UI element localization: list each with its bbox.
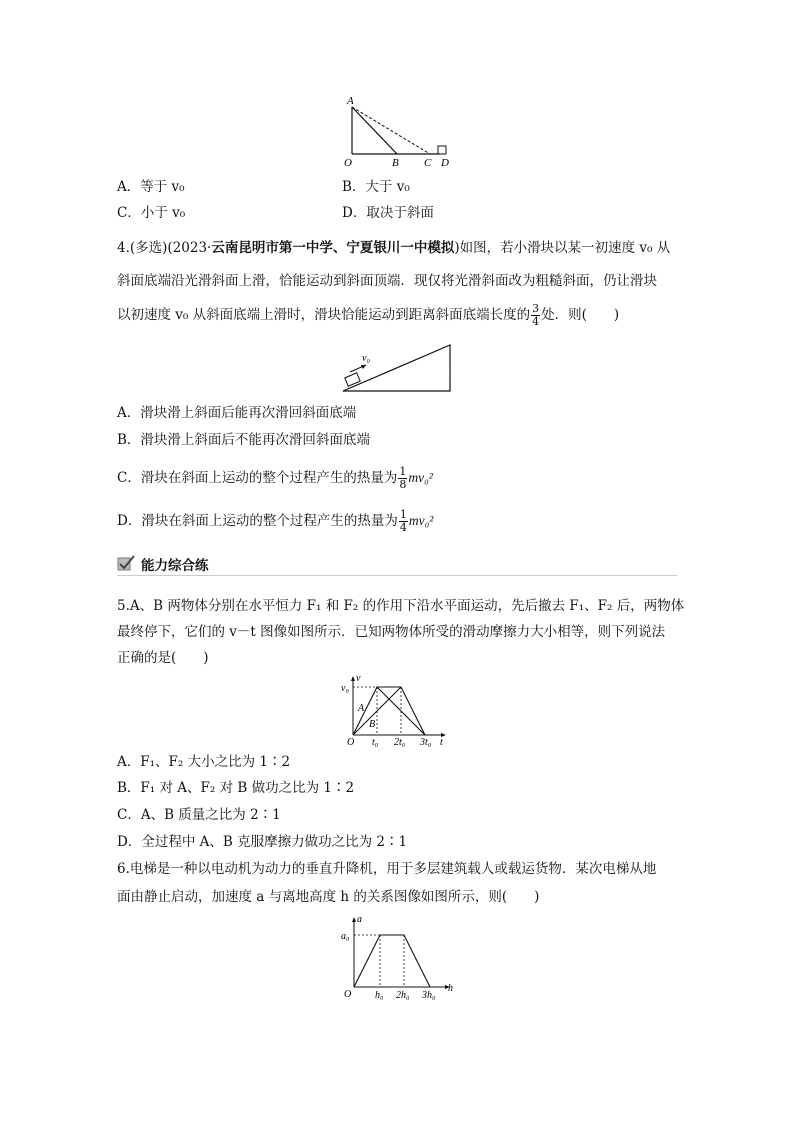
frac-denominator: 4 xyxy=(532,315,540,328)
axis-label-h: h xyxy=(448,983,453,994)
q4-option-a: A．滑块滑上斜面后能再次滑回斜面底端 xyxy=(117,405,357,421)
q4-stem-line1 xyxy=(117,238,670,258)
q3-option-d: D．取决于斜面 xyxy=(342,205,434,221)
q6-stem-line2: 面由静止启动，加速度 a 与离地高度 h 的关系图像如图所示，则( ) xyxy=(117,889,540,905)
tick-t0: t₀ xyxy=(372,737,379,748)
tick-2t0: 2t₀ xyxy=(394,737,406,748)
series-label-A: A xyxy=(358,703,365,714)
q4-option-c xyxy=(117,466,433,491)
q4-line3-suffix: 处．则( ) xyxy=(541,307,620,323)
q4-stem-line2: 斜面底端沿光滑斜面上滑，恰能运动到斜面顶端．现仅将光滑斜面改为粗糙斜面，仍让滑块 xyxy=(117,273,657,289)
q4-suffix: )如图，若小滑块以某一初速度 v₀ 从 xyxy=(454,240,671,256)
fraction-1-8 xyxy=(398,466,407,491)
tick-2h0: 2h₀ xyxy=(396,990,410,1001)
tick-h0: h₀ xyxy=(375,990,384,1001)
tick-3t0: 3t₀ xyxy=(420,737,432,748)
tick-a0: a₀ xyxy=(341,931,350,942)
q5-stem-line1: 5.A、B 两物体分别在水平恒力 F₁ 和 F₂ 的作用下沿水平面运动，先后撤去 F₁、F₂ 后，两物体 xyxy=(117,598,685,614)
label-B: B xyxy=(392,157,399,169)
q6-stem-line1: 6.电梯是一种以电动机为动力的垂直升降机，用于多层建筑载人或载运货物．某次电梯从地 xyxy=(117,861,657,877)
q4-option-d xyxy=(117,509,433,534)
frac-numerator: 1 xyxy=(399,508,407,521)
label-A: A xyxy=(347,95,354,107)
axis-label-a: a xyxy=(357,914,362,925)
fraction-3-4 xyxy=(531,303,540,328)
q4-d-suffix: mv₀² xyxy=(408,513,434,528)
incline-block-figure xyxy=(338,340,458,395)
v-t-graph xyxy=(338,673,450,748)
q3-option-a: A．等于 v₀ xyxy=(117,179,185,195)
q4-d-prefix: D．滑块在斜面上运动的整个过程产生的热量为 xyxy=(117,513,398,529)
q4-prefix: 4.(多选)(2023· xyxy=(117,240,212,256)
q5-option-a: A．F₁、F₂ 大小之比为 1∶2 xyxy=(117,754,291,770)
label-v0: v₀ xyxy=(362,353,370,364)
origin-O: O xyxy=(344,989,352,1000)
q4-c-suffix: mv₀² xyxy=(408,470,433,485)
q3-option-c: C．小于 v₀ xyxy=(117,205,186,221)
q4-source: 云南昆明市第一中学、宁夏银川一中模拟 xyxy=(211,240,455,256)
section-divider xyxy=(117,575,677,576)
a-h-graph xyxy=(340,913,458,1003)
axis-label-t: t xyxy=(440,737,443,748)
q5-option-c: C．A、B 质量之比为 2∶1 xyxy=(117,807,281,823)
q4-option-b: B．滑块滑上斜面后不能再次滑回斜面底端 xyxy=(117,432,370,448)
tick-v0: v₀ xyxy=(341,683,349,694)
frac-denominator: 4 xyxy=(399,521,407,534)
checkmark-icon xyxy=(117,555,135,571)
label-C: C xyxy=(424,157,432,169)
q4-stem-line3 xyxy=(117,303,619,328)
frac-denominator: 8 xyxy=(399,478,407,491)
label-O: O xyxy=(344,157,352,169)
q4-c-prefix: C．滑块在斜面上运动的整个过程产生的热量为 xyxy=(117,470,398,486)
q5-stem-line3: 正确的是( ) xyxy=(117,650,209,666)
section-title: 能力综合练 xyxy=(141,558,209,574)
frac-numerator: 1 xyxy=(399,465,407,478)
q5-option-d: D．全过程中 A、B 克服摩擦力做功之比为 2∶1 xyxy=(117,834,408,850)
label-D: D xyxy=(441,157,449,169)
q5-stem-line2: 最终停下，它们的 v－t 图像如图所示．已知两物体所受的滑动摩擦力大小相等，则下列说法 xyxy=(117,624,666,640)
series-label-B: B xyxy=(369,719,376,730)
axis-label-v: v xyxy=(356,673,361,684)
fraction-1-4 xyxy=(399,509,408,534)
q5-option-b: B．F₁ 对 A、F₂ 对 B 做功之比为 1∶2 xyxy=(117,780,355,796)
q3-option-b: B．大于 v₀ xyxy=(342,179,410,195)
tick-3h0: 3h₀ xyxy=(422,990,436,1001)
origin-O: O xyxy=(347,737,355,748)
frac-numerator: 3 xyxy=(532,302,540,315)
incline-geometry-figure xyxy=(335,92,465,172)
q4-line3-prefix: 以初速度 v₀ 从斜面底端上滑时，滑块恰能运动到距离斜面底端长度的 xyxy=(117,307,531,323)
